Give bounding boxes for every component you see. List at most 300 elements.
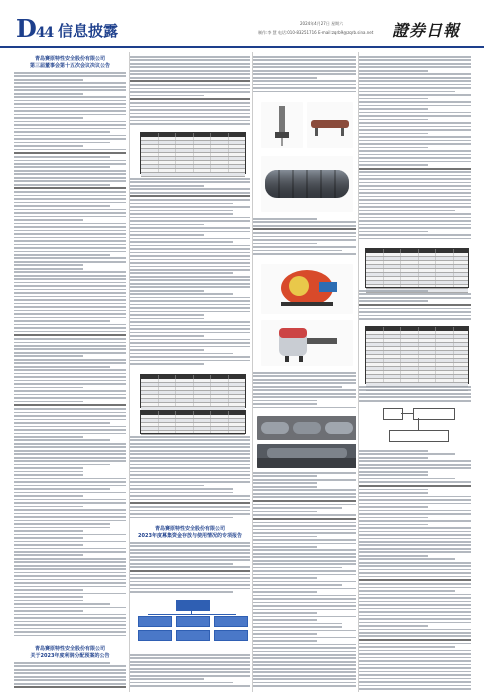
text-line: [14, 331, 126, 333]
text-line: [130, 224, 204, 226]
text-line: [359, 534, 471, 536]
text-line: [359, 615, 471, 617]
text-line: [359, 481, 471, 483]
text-line: [14, 247, 126, 249]
text-line: [14, 230, 126, 232]
text-line: [253, 56, 356, 58]
text-line: [359, 643, 471, 645]
factory-photo: [257, 416, 356, 440]
text-line: [130, 335, 204, 337]
text-line: [14, 110, 126, 112]
text-line: [130, 685, 250, 687]
text-line: [14, 537, 83, 539]
factory-tanks-image: [257, 416, 356, 440]
text-line: [359, 87, 471, 89]
text-line: [130, 279, 250, 281]
text-line: [359, 474, 428, 476]
text-line: [14, 237, 126, 239]
text-line: [14, 471, 83, 473]
text-line: [130, 259, 250, 261]
text-line: [359, 503, 471, 505]
text-block: [130, 56, 250, 126]
text-line: [359, 108, 428, 110]
text-line: [130, 682, 233, 684]
text-line: [253, 243, 317, 245]
text-line: [130, 63, 250, 65]
text-line: [359, 290, 428, 292]
text-line: [130, 339, 250, 341]
text-line: [14, 251, 126, 253]
text-block: [253, 372, 356, 412]
text-line: [130, 300, 250, 302]
text-line: [14, 558, 126, 560]
text-line: [359, 300, 428, 302]
data-table: [140, 132, 246, 174]
text-line: [359, 569, 471, 571]
text-line: [14, 419, 126, 421]
text-line: [130, 488, 233, 490]
text-line: [14, 219, 83, 221]
text-line: [359, 122, 471, 124]
text-line: [359, 220, 471, 222]
text-line: [359, 608, 471, 610]
announcement-heading-bottom: [20, 646, 120, 659]
text-line: [253, 525, 356, 527]
text-line: [359, 489, 428, 491]
text-line: [359, 140, 471, 142]
text-line: [130, 584, 250, 586]
text-line: [130, 307, 250, 309]
text-line: [359, 587, 471, 589]
text-line: [130, 353, 233, 355]
text-line: [14, 317, 126, 319]
text-line: [359, 400, 471, 402]
text-line: [14, 502, 126, 504]
text-line: [14, 380, 126, 382]
text-line: [359, 91, 455, 93]
text-line: [359, 562, 471, 564]
text-line: [130, 321, 250, 323]
text-line: [14, 565, 126, 567]
text-line: [130, 56, 250, 58]
text-line: [130, 213, 233, 215]
text-line: [359, 203, 471, 205]
text-line: [253, 496, 356, 498]
text-line: [130, 588, 250, 590]
text-line: [14, 334, 126, 336]
text-line: [359, 143, 471, 145]
text-line: [359, 231, 428, 233]
text-line: [253, 549, 356, 551]
text-line: [359, 213, 471, 215]
text-line: [14, 205, 110, 207]
text-line: [130, 80, 250, 82]
text-line: [14, 362, 126, 364]
text-block: [359, 290, 471, 322]
text-line: [130, 102, 250, 104]
text-line: [359, 635, 471, 637]
text-line: [359, 234, 471, 236]
text-line: [14, 450, 126, 452]
text-line: [130, 210, 233, 212]
text-line: [130, 95, 204, 97]
text-line: [130, 453, 250, 455]
text-line: [14, 187, 126, 189]
text-line: [14, 433, 126, 435]
text-line: [253, 532, 356, 534]
text-line: [130, 66, 250, 68]
text-line: [14, 313, 126, 315]
text-line: [253, 644, 356, 646]
page-header: [0, 0, 484, 48]
text-line: [14, 202, 126, 204]
text-line: [14, 481, 126, 483]
text-line: [253, 393, 356, 395]
text-line: [359, 650, 471, 652]
text-line: [130, 77, 250, 79]
text-line: [253, 382, 356, 384]
section-title: 信息披露: [58, 22, 119, 40]
text-line: [130, 552, 250, 554]
text-line: [359, 199, 471, 201]
text-line: [14, 306, 126, 308]
text-line: [130, 570, 250, 572]
text-line: [253, 73, 356, 75]
text-line: [130, 286, 250, 288]
text-line: [359, 210, 455, 212]
text-line: [130, 678, 204, 680]
text-line: [359, 126, 471, 128]
text-line: [359, 460, 471, 462]
text-line: [130, 443, 250, 445]
text-line: [253, 522, 356, 524]
text-line: [130, 59, 250, 61]
text-line: [14, 516, 126, 518]
text-line: [14, 561, 126, 563]
text-line: [14, 299, 126, 301]
text-line: [253, 598, 356, 600]
text-line: [359, 457, 428, 459]
text-line: [359, 185, 471, 187]
text-line: [14, 166, 110, 168]
text-line: [14, 296, 126, 298]
text-line: [14, 686, 126, 688]
text-line: [359, 297, 471, 299]
text-line: [14, 621, 126, 623]
text-line: [14, 439, 110, 441]
text-line: [14, 320, 110, 322]
text-line: [14, 551, 126, 553]
text-line: [359, 315, 471, 317]
text-line: [14, 390, 126, 392]
text-line: [359, 527, 471, 529]
text-line: [130, 474, 250, 476]
text-line: [14, 96, 126, 98]
text-line: [253, 602, 356, 604]
workshop-image: [257, 444, 356, 468]
text-line: [359, 558, 455, 560]
text-line: [14, 369, 126, 371]
text-line: [130, 255, 250, 257]
text-line: [253, 651, 356, 653]
text-line: [253, 595, 356, 597]
text-line: [253, 489, 356, 491]
text-line: [253, 507, 342, 509]
text-line: [14, 342, 126, 344]
text-line: [359, 192, 471, 194]
text-block: [130, 542, 250, 596]
text-line: [130, 269, 250, 271]
text-line: [130, 446, 250, 448]
text-line: [359, 572, 471, 574]
announcement-company: 青岛赛原特性安全股份有限公司: [34, 56, 105, 62]
text-line: [253, 529, 356, 531]
text-line: [14, 610, 83, 612]
text-line: [359, 450, 428, 452]
text-line: [14, 128, 126, 130]
text-line: [14, 138, 126, 140]
factory-photo: [257, 444, 356, 468]
text-line: [14, 499, 126, 501]
text-line: [14, 282, 126, 284]
text-line: [359, 496, 471, 498]
text-line: [130, 436, 250, 438]
text-line: [359, 597, 471, 599]
text-line: [14, 131, 110, 133]
page-number: 44: [35, 25, 54, 41]
text-line: [14, 271, 126, 273]
text-line: [130, 346, 250, 348]
text-line: [359, 576, 471, 578]
text-line: [130, 297, 250, 299]
text-line: [359, 601, 471, 603]
text-line: [14, 631, 126, 633]
text-line: [130, 311, 250, 313]
text-line: [359, 206, 471, 208]
text-line: [130, 654, 250, 656]
text-line: [14, 275, 126, 277]
text-line: [253, 581, 356, 583]
text-line: [253, 675, 356, 677]
text-line: [253, 623, 342, 625]
text-line: [359, 59, 471, 61]
text-line: [14, 586, 126, 588]
text-line: [14, 628, 126, 630]
text-line: [253, 403, 317, 405]
text-line: [253, 539, 356, 541]
text-line: [359, 632, 471, 634]
text-line: [14, 548, 126, 550]
text-line: [359, 115, 471, 117]
text-block: [359, 56, 471, 244]
text-line: [359, 164, 428, 166]
announcement-title: 2023年度募集资金存放与使用情况的专项报告: [138, 532, 242, 539]
text-line: [14, 509, 126, 511]
text-line: [14, 572, 126, 574]
text-line: [130, 664, 250, 666]
text-block: [253, 218, 356, 258]
text-line: [14, 676, 126, 678]
data-table: [365, 248, 469, 288]
text-line: [14, 554, 83, 556]
text-line: [14, 394, 126, 396]
text-line: [359, 660, 471, 662]
text-line: [14, 310, 126, 312]
text-line: [14, 408, 126, 410]
announcement-heading-middle: [136, 526, 244, 539]
text-line: [130, 581, 250, 583]
text-line: [253, 637, 356, 639]
text-line: [359, 499, 471, 501]
text-line: [359, 604, 471, 606]
text-line: [130, 471, 250, 473]
product-photo: [307, 102, 353, 148]
text-line: [359, 618, 471, 620]
text-line: [14, 240, 126, 242]
text-line: [253, 225, 356, 227]
text-line: [14, 198, 126, 200]
text-line: [14, 415, 126, 417]
text-line: [253, 514, 356, 516]
text-line: [359, 224, 471, 226]
text-line: [130, 556, 250, 558]
text-line: [14, 376, 126, 378]
text-line: [359, 147, 428, 149]
text-line: [130, 574, 250, 576]
text-line: [359, 150, 471, 152]
text-line: [14, 460, 126, 462]
product-photo: [261, 264, 353, 314]
product-photo: [261, 102, 303, 148]
text-line: [359, 311, 471, 313]
text-line: [14, 520, 126, 522]
page-letter: D: [16, 14, 36, 43]
text-line: [130, 360, 250, 362]
text-line: [130, 217, 250, 219]
text-line: [253, 239, 356, 241]
announcement-heading-top: [20, 56, 120, 69]
text-line: [130, 502, 250, 504]
text-line: [14, 195, 126, 197]
text-line: [359, 133, 428, 135]
text-line: [253, 633, 317, 635]
text-line: [359, 657, 471, 659]
text-line: [130, 499, 250, 501]
text-line: [14, 383, 126, 385]
text-line: [359, 161, 471, 163]
text-line: [253, 493, 356, 495]
text-line: [14, 117, 83, 119]
text-line: [359, 464, 471, 466]
text-line: [14, 156, 110, 158]
text-line: [359, 674, 471, 676]
text-block: [359, 450, 471, 692]
text-line: [253, 671, 356, 673]
text-line: [14, 173, 126, 175]
text-line: [253, 228, 356, 230]
text-line: [359, 681, 471, 683]
text-line: [359, 178, 471, 180]
announcement-title: 关于2023年度利润分配预案的公告: [30, 652, 110, 659]
text-line: [14, 254, 110, 256]
text-line: [130, 181, 250, 183]
text-line: [359, 77, 471, 79]
text-line: [359, 112, 471, 114]
text-line: [14, 223, 126, 225]
text-line: [14, 124, 126, 126]
text-line: [130, 123, 250, 125]
text-line: [253, 612, 317, 614]
text-line: [130, 363, 204, 365]
page-code: [16, 14, 53, 43]
text-line: [253, 66, 356, 68]
text-line: [14, 478, 126, 480]
text-line: [14, 662, 110, 664]
product-photo: [261, 320, 353, 366]
text-line: [14, 679, 126, 681]
text-line: [14, 443, 126, 445]
text-line: [14, 527, 110, 529]
text-line: [14, 513, 126, 515]
text-line: [14, 257, 126, 259]
text-line: [14, 401, 83, 403]
text-line: [14, 348, 126, 350]
text-line: [14, 488, 110, 490]
text-line: [253, 379, 356, 381]
text-line: [359, 304, 471, 306]
text-line: [359, 70, 428, 72]
text-line: [130, 439, 250, 441]
text-line: [14, 338, 126, 340]
text-line: [130, 304, 250, 306]
text-line: [359, 594, 471, 596]
text-line: [359, 520, 471, 522]
text-line: [253, 500, 356, 502]
text-line: [253, 682, 356, 684]
text-line: [14, 145, 83, 147]
text-line: [14, 607, 126, 609]
text-line: [253, 232, 356, 234]
text-line: [14, 103, 126, 105]
text-line: [253, 250, 342, 252]
text-line: [253, 221, 356, 223]
column-1: [14, 52, 126, 692]
text-line: [253, 375, 356, 377]
text-line: [130, 559, 250, 561]
text-line: [14, 366, 110, 368]
text-block: [130, 178, 250, 368]
text-line: [359, 625, 428, 627]
text-line: [130, 328, 250, 330]
text-line: [359, 639, 471, 641]
text-line: [253, 396, 356, 398]
text-line: [130, 545, 250, 547]
text-line: [359, 217, 471, 219]
text-line: [359, 517, 428, 519]
text-line: [359, 293, 471, 295]
text-line: [14, 135, 126, 137]
text-line: [130, 203, 233, 205]
text-line: [130, 591, 233, 593]
text-line: [14, 100, 126, 102]
text-line: [14, 89, 126, 91]
text-line: [130, 109, 250, 111]
text-line: [253, 511, 317, 513]
column-4: [358, 52, 471, 692]
text-line: [359, 492, 428, 494]
text-line: [359, 629, 471, 631]
text-line: [130, 98, 250, 100]
